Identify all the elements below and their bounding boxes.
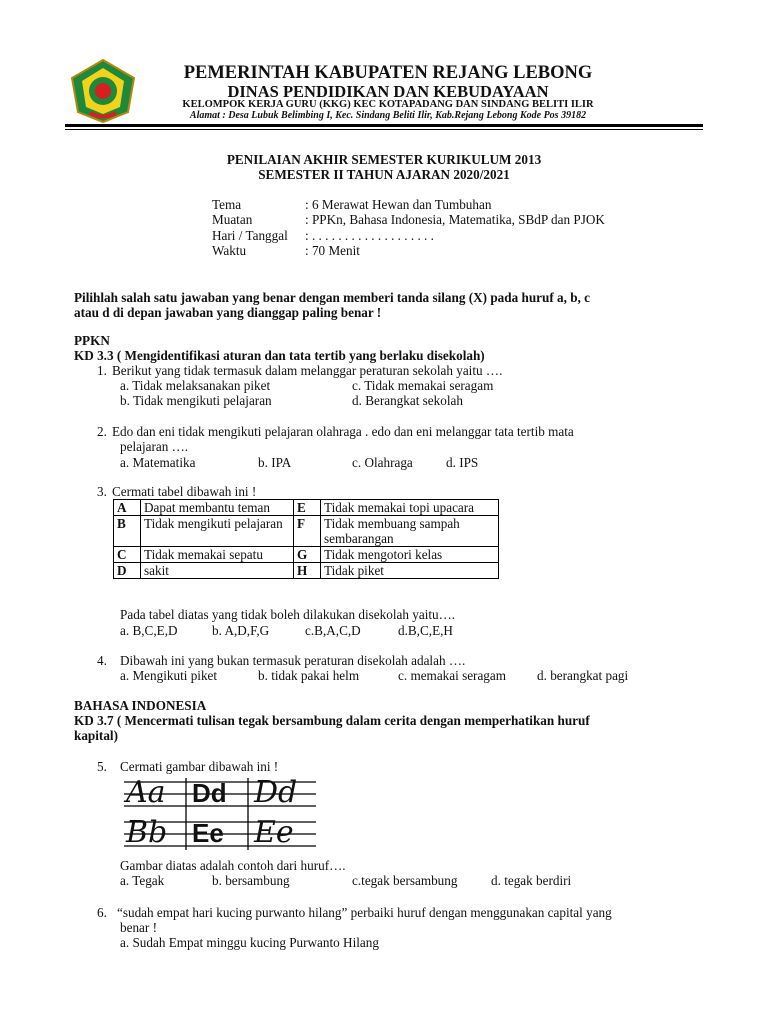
q1-number: 1.	[97, 363, 107, 378]
table-cell: Tidak memakai topi upacara	[321, 500, 499, 516]
q3-option-d: d.B,C,E,H	[398, 623, 453, 638]
q2-option-c: c. Olahraga	[352, 455, 413, 470]
q5-text: Cermati gambar dibawah ini !	[120, 759, 279, 774]
info-muatan-label: Muatan	[212, 212, 253, 227]
q3-number: 3.	[97, 484, 107, 499]
letterhead-line3: KELOMPOK KERJA GURU (KKG) KEC KOTAPADANG DAN SINDANG BELITI ILIR	[182, 99, 594, 110]
table-cell: Tidak piket	[321, 563, 499, 579]
header-rule-thick	[65, 124, 703, 127]
instruction-line2: atau d di depan jawaban yang dianggap paling benar !	[74, 305, 382, 320]
info-tema-label: Tema	[212, 197, 242, 212]
table-row	[114, 500, 499, 516]
cursive-bb: Bb	[126, 815, 168, 850]
info-muatan-value: : PPKn, Bahasa Indonesia, Matematika, SBdP dan PJOK	[305, 212, 605, 227]
table-key-g: G	[294, 547, 321, 563]
q1-option-c: c. Tidak memakai seragam	[352, 378, 494, 393]
table-key-b: B	[114, 516, 141, 547]
section-ppkn-heading: PPKN	[74, 333, 110, 348]
print-ee: Ee	[192, 818, 224, 848]
q3-option-b: b. A,D,F,G	[212, 623, 270, 638]
q5-option-c: c.tegak bersambung	[352, 873, 458, 888]
q4-option-c: c. memakai seragam	[398, 668, 507, 683]
info-waktu-label: Waktu	[212, 243, 247, 258]
q1-option-d: d. Berangkat sekolah	[352, 393, 463, 408]
q2-option-b: b. IPA	[258, 455, 292, 470]
cursive-ee: Ee	[254, 815, 294, 850]
table-row	[114, 516, 499, 547]
table-key-c: C	[114, 547, 141, 563]
q5-letter-image	[120, 776, 320, 852]
q5-option-d: d. tegak berdiri	[491, 873, 572, 888]
q2-text-line1: Edo dan eni tidak mengikuti pelajaran olahraga . edo dan eni melanggar tata tertib mata	[112, 424, 574, 439]
logo	[68, 58, 138, 124]
exam-title: PENILAIAN AKHIR SEMESTER KURIKULUM 2013	[226, 152, 542, 167]
table-cell: sakit	[141, 563, 294, 579]
header-rule-thin	[65, 129, 703, 130]
table-key-d: D	[114, 563, 141, 579]
q5-number: 5.	[97, 759, 107, 774]
q4-text: Dibawah ini yang bukan termasuk peraturan disekolah adalah ….	[120, 653, 466, 668]
table-cell: Tidak memakai sepatu	[141, 547, 294, 563]
table-key-h: H	[294, 563, 321, 579]
section-ppkn-kd: KD 3.3 ( Mengidentifikasi aturan dan tata tertib yang berlaku disekolah)	[74, 348, 485, 363]
section-bindo-kd-line2: kapital)	[74, 728, 118, 743]
letterhead-line1: PEMERINTAH KABUPATEN REJANG LEBONG	[183, 63, 593, 83]
q1-option-a: a. Tidak melaksanakan piket	[120, 378, 271, 393]
letterhead-address: Alamat : Desa Lubuk Belimbing I, Kec. Sindang Beliti Ilir, Kab.Rejang Lebong Kode Pos 39182	[189, 110, 587, 121]
q4-option-d: d. berangkat pagi	[537, 668, 629, 683]
q6-text-line2: benar !	[120, 920, 157, 935]
q2-text-line2: pelajaran ….	[120, 439, 189, 454]
info-hari-label: Hari / Tanggal	[212, 228, 288, 243]
q1-text: Berikut yang tidak termasuk dalam melanggar peraturan sekolah yaitu ….	[112, 363, 503, 378]
q5-option-b: b. bersambung	[212, 873, 290, 888]
q2-option-d: d. IPS	[446, 455, 479, 470]
q3-text: Cermati tabel dibawah ini !	[112, 484, 257, 499]
instruction-line1: Pilihlah salah satu jawaban yang benar dengan memberi tanda silang (X) pada huruf a, b, c	[74, 290, 590, 305]
table-cell: Dapat membantu teman	[141, 500, 294, 516]
cursive-dd: Dd	[254, 775, 298, 810]
section-bindo-heading: BAHASA INDONESIA	[74, 698, 207, 713]
table-row	[114, 563, 499, 579]
q5-option-a: a. Tegak	[120, 873, 165, 888]
table-key-e: E	[294, 500, 321, 516]
q3-option-a: a. B,C,E,D	[120, 623, 178, 638]
table-cell: Tidak mengotori kelas	[321, 547, 499, 563]
cursive-aa: Aa	[126, 775, 166, 810]
info-tema-value: : 6 Merawat Hewan dan Tumbuhan	[305, 197, 492, 212]
q2-option-a: a. Matematika	[120, 455, 196, 470]
exam-semester: SEMESTER II TAHUN AJARAN 2020/2021	[258, 167, 510, 182]
q5-question: Gambar diatas adalah contoh dari huruf….	[120, 858, 346, 873]
table-key-a: A	[114, 500, 141, 516]
q1-option-b: b. Tidak mengikuti pelajaran	[120, 393, 272, 408]
q3-question: Pada tabel diatas yang tidak boleh dilakukan disekolah yaitu….	[120, 607, 456, 622]
table-row	[114, 547, 499, 563]
table-cell: Tidak mengikuti pelajaran	[141, 516, 294, 547]
q6-number: 6.	[97, 905, 107, 920]
q6-text-line1: “sudah empat hari kucing purwanto hilang” perbaiki huruf dengan menggunakan capital yang	[117, 905, 612, 920]
q3-option-c: c.B,A,C,D	[305, 623, 361, 638]
info-waktu-value: : 70 Menit	[305, 243, 360, 258]
print-dd: Dd	[192, 778, 227, 808]
section-bindo-kd-line1: KD 3.7 ( Mencermati tulisan tegak bersambung dalam cerita dengan memperhatikan huruf	[74, 713, 590, 728]
q4-option-a: a. Mengikuti piket	[120, 668, 218, 683]
q6-option-a: a. Sudah Empat minggu kucing Purwanto Hilang	[120, 935, 379, 950]
table-key-f: F	[294, 516, 321, 547]
q4-number: 4.	[97, 653, 107, 668]
letterhead-line2: DINAS PENDIDIKAN DAN KEBUDAYAAN	[227, 82, 549, 101]
q3-table	[113, 499, 499, 579]
q2-number: 2.	[97, 424, 107, 439]
info-hari-value: : . . . . . . . . . . . . . . . . . . .	[305, 228, 434, 243]
q4-option-b: b. tidak pakai helm	[258, 668, 360, 683]
table-cell: Tidak membuang sampah sembarangan	[321, 516, 499, 547]
